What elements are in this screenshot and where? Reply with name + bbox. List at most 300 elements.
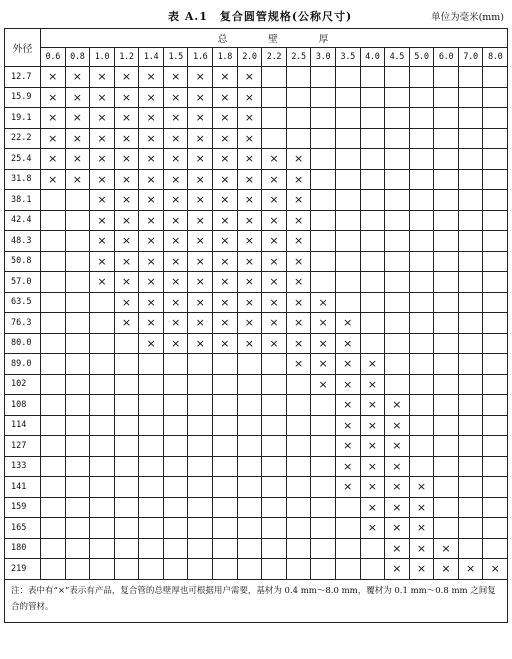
empty-cell [237,518,262,539]
empty-cell [483,518,508,539]
availability-mark: × [237,251,262,272]
table-row [5,436,508,457]
empty-cell [360,210,385,231]
availability-mark: × [90,67,115,88]
empty-cell [385,333,410,354]
empty-cell [286,559,311,580]
outer-diameter-cell: 127 [5,436,41,457]
empty-cell [286,108,311,129]
availability-mark: × [360,518,385,539]
empty-cell [114,436,139,457]
empty-cell [458,538,483,559]
thickness-header: 2.2 [262,48,287,67]
empty-cell [163,354,188,375]
outer-diameter-cell: 12.7 [5,67,41,88]
outer-diameter-cell: 19.1 [5,108,41,129]
empty-cell [434,128,459,149]
availability-mark: × [41,108,66,129]
empty-cell [90,559,115,580]
empty-cell [311,67,336,88]
empty-cell [286,395,311,416]
empty-cell [483,395,508,416]
availability-mark: × [213,313,238,334]
outer-diameter-cell: 89.0 [5,354,41,375]
availability-mark: × [163,333,188,354]
empty-cell [213,518,238,539]
empty-cell [434,292,459,313]
empty-cell [213,374,238,395]
empty-cell [262,518,287,539]
availability-mark: × [188,313,213,334]
empty-cell [434,354,459,375]
empty-cell [41,231,66,252]
empty-cell [188,374,213,395]
availability-mark: × [385,456,410,477]
table-row [5,272,508,293]
empty-cell [237,559,262,580]
empty-cell [483,415,508,436]
empty-cell [41,354,66,375]
empty-cell [483,128,508,149]
empty-cell [139,559,164,580]
empty-cell [409,313,434,334]
empty-cell [286,374,311,395]
availability-mark: × [237,108,262,129]
empty-cell [434,231,459,252]
empty-cell [385,87,410,108]
empty-cell [434,436,459,457]
empty-cell [65,313,90,334]
empty-cell [114,374,139,395]
empty-cell [385,354,410,375]
empty-cell [409,128,434,149]
empty-cell [65,190,90,211]
empty-cell [114,559,139,580]
empty-cell [90,436,115,457]
availability-mark: × [65,67,90,88]
availability-mark: × [139,169,164,190]
empty-cell [434,456,459,477]
empty-cell [360,128,385,149]
table-row [5,477,508,498]
empty-cell [311,251,336,272]
availability-mark: × [139,313,164,334]
empty-cell [286,518,311,539]
empty-cell [335,497,360,518]
empty-cell [311,149,336,170]
availability-mark: × [114,67,139,88]
table-row [5,231,508,252]
empty-cell [139,456,164,477]
availability-mark: × [385,477,410,498]
empty-cell [458,231,483,252]
empty-cell [434,415,459,436]
empty-cell [41,292,66,313]
availability-mark: × [90,272,115,293]
thickness-header: 0.6 [41,48,66,67]
availability-mark: × [237,67,262,88]
availability-mark: × [188,292,213,313]
availability-mark: × [188,149,213,170]
empty-cell [90,415,115,436]
empty-cell [385,169,410,190]
availability-mark: × [286,292,311,313]
empty-cell [114,518,139,539]
header-outer-diameter: 外径 [5,29,41,67]
empty-cell [286,67,311,88]
empty-cell [483,456,508,477]
outer-diameter-cell: 133 [5,456,41,477]
empty-cell [114,333,139,354]
availability-mark: × [90,108,115,129]
availability-mark: × [114,108,139,129]
availability-mark: × [163,149,188,170]
empty-cell [434,395,459,416]
empty-cell [65,374,90,395]
availability-mark: × [139,149,164,170]
empty-cell [262,354,287,375]
empty-cell [188,436,213,457]
availability-mark: × [237,149,262,170]
empty-cell [262,436,287,457]
outer-diameter-cell: 180 [5,538,41,559]
outer-diameter-cell: 38.1 [5,190,41,211]
table-caption [0,8,512,26]
empty-cell [409,456,434,477]
availability-mark: × [41,149,66,170]
table-row [5,395,508,416]
availability-mark: × [385,436,410,457]
empty-cell [409,87,434,108]
empty-cell [213,436,238,457]
empty-cell [360,272,385,293]
empty-cell [41,456,66,477]
empty-cell [360,149,385,170]
table-row [5,67,508,88]
empty-cell [286,128,311,149]
availability-mark: × [139,128,164,149]
spec-table [4,28,508,623]
empty-cell [335,190,360,211]
availability-mark: × [434,538,459,559]
thickness-header: 0.8 [65,48,90,67]
empty-cell [458,313,483,334]
availability-mark: × [311,292,336,313]
empty-cell [311,210,336,231]
empty-cell [409,415,434,436]
availability-mark: × [188,190,213,211]
empty-cell [335,538,360,559]
empty-cell [65,456,90,477]
empty-cell [360,333,385,354]
availability-mark: × [188,128,213,149]
thickness-header: 8.0 [483,48,508,67]
availability-mark: × [237,292,262,313]
empty-cell [434,169,459,190]
availability-mark: × [188,231,213,252]
availability-mark: × [262,169,287,190]
empty-cell [458,395,483,416]
thickness-header: 5.0 [409,48,434,67]
empty-cell [163,374,188,395]
empty-cell [458,518,483,539]
empty-cell [163,395,188,416]
empty-cell [90,477,115,498]
availability-mark: × [188,251,213,272]
empty-cell [483,313,508,334]
empty-cell [335,272,360,293]
empty-cell [65,518,90,539]
availability-mark: × [237,169,262,190]
empty-cell [409,251,434,272]
table-row [5,518,508,539]
empty-cell [65,415,90,436]
thickness-header: 7.0 [458,48,483,67]
availability-mark: × [139,333,164,354]
empty-cell [360,538,385,559]
empty-cell [458,149,483,170]
empty-cell [114,415,139,436]
empty-cell [409,190,434,211]
empty-cell [385,313,410,334]
empty-cell [360,231,385,252]
availability-mark: × [139,108,164,129]
empty-cell [41,251,66,272]
availability-mark: × [360,497,385,518]
empty-cell [311,456,336,477]
availability-mark: × [311,313,336,334]
empty-cell [262,108,287,129]
empty-cell [434,87,459,108]
empty-cell [458,374,483,395]
availability-mark: × [286,354,311,375]
availability-mark: × [139,190,164,211]
availability-mark: × [90,231,115,252]
empty-cell [262,559,287,580]
availability-mark: × [114,190,139,211]
availability-mark: × [237,87,262,108]
availability-mark: × [385,415,410,436]
availability-mark: × [335,395,360,416]
empty-cell [360,67,385,88]
empty-cell [65,333,90,354]
availability-mark: × [90,87,115,108]
availability-mark: × [213,128,238,149]
empty-cell [114,477,139,498]
empty-cell [385,190,410,211]
availability-mark: × [163,231,188,252]
empty-cell [213,559,238,580]
empty-cell [188,559,213,580]
empty-cell [483,149,508,170]
header-total-thickness: 总 壁 厚 [41,29,508,48]
empty-cell [335,231,360,252]
availability-mark: × [114,272,139,293]
empty-cell [262,538,287,559]
outer-diameter-cell: 102 [5,374,41,395]
availability-mark: × [237,128,262,149]
empty-cell [360,87,385,108]
thickness-header: 3.0 [311,48,336,67]
empty-cell [458,251,483,272]
empty-cell [213,497,238,518]
thickness-header: 1.0 [90,48,115,67]
availability-mark: × [213,292,238,313]
availability-mark: × [237,190,262,211]
availability-mark: × [286,149,311,170]
availability-mark: × [335,354,360,375]
empty-cell [41,272,66,293]
empty-cell [385,272,410,293]
empty-cell [483,272,508,293]
outer-diameter-cell: 80.0 [5,333,41,354]
empty-cell [65,559,90,580]
empty-cell [286,456,311,477]
empty-cell [65,497,90,518]
empty-cell [90,395,115,416]
empty-cell [360,190,385,211]
availability-mark: × [409,559,434,580]
availability-mark: × [163,108,188,129]
empty-cell [335,169,360,190]
availability-mark: × [163,251,188,272]
availability-mark: × [385,559,410,580]
availability-mark: × [163,272,188,293]
empty-cell [213,354,238,375]
outer-diameter-cell: 25.4 [5,149,41,170]
empty-cell [139,395,164,416]
empty-cell [139,497,164,518]
availability-mark: × [90,169,115,190]
availability-mark: × [409,477,434,498]
empty-cell [41,333,66,354]
availability-mark: × [237,313,262,334]
empty-cell [483,354,508,375]
empty-cell [385,231,410,252]
empty-cell [65,538,90,559]
empty-cell [483,210,508,231]
empty-cell [434,497,459,518]
empty-cell [286,415,311,436]
empty-cell [188,354,213,375]
empty-cell [237,538,262,559]
empty-cell [335,518,360,539]
table-row [5,251,508,272]
empty-cell [360,559,385,580]
thickness-header: 1.5 [163,48,188,67]
availability-mark: × [286,190,311,211]
availability-mark: × [262,190,287,211]
empty-cell [163,518,188,539]
empty-cell [139,374,164,395]
outer-diameter-cell: 159 [5,497,41,518]
availability-mark: × [409,497,434,518]
empty-cell [311,87,336,108]
empty-cell [458,87,483,108]
outer-diameter-cell: 31.8 [5,169,41,190]
empty-cell [385,149,410,170]
empty-cell [163,538,188,559]
empty-cell [409,149,434,170]
availability-mark: × [188,169,213,190]
thickness-header: 2.0 [237,48,262,67]
availability-mark: × [90,251,115,272]
outer-diameter-cell: 48.3 [5,231,41,252]
empty-cell [139,415,164,436]
empty-cell [409,292,434,313]
empty-cell [483,538,508,559]
empty-cell [237,415,262,436]
empty-cell [385,210,410,231]
thickness-header-row [5,48,508,67]
empty-cell [335,292,360,313]
empty-cell [41,559,66,580]
availability-mark: × [139,251,164,272]
availability-mark: × [114,87,139,108]
table-row [5,415,508,436]
empty-cell [483,67,508,88]
availability-mark: × [286,333,311,354]
availability-mark: × [213,333,238,354]
availability-mark: × [188,333,213,354]
table-row [5,354,508,375]
table-title: 表 A.1 复合圆管规格(公称尺寸) [168,10,353,23]
empty-cell [41,313,66,334]
empty-cell [65,251,90,272]
availability-mark: × [90,210,115,231]
empty-cell [458,210,483,231]
empty-cell [90,374,115,395]
availability-mark: × [237,272,262,293]
availability-mark: × [385,497,410,518]
availability-mark: × [213,67,238,88]
availability-mark: × [90,149,115,170]
empty-cell [483,251,508,272]
availability-mark: × [213,149,238,170]
empty-cell [41,395,66,416]
empty-cell [262,395,287,416]
availability-mark: × [335,333,360,354]
empty-cell [163,497,188,518]
availability-mark: × [114,149,139,170]
empty-cell [237,477,262,498]
table-row [5,538,508,559]
empty-cell [335,67,360,88]
empty-cell [311,538,336,559]
empty-cell [237,395,262,416]
empty-cell [483,333,508,354]
empty-cell [458,497,483,518]
empty-cell [213,477,238,498]
empty-cell [262,477,287,498]
empty-cell [434,272,459,293]
empty-cell [237,374,262,395]
empty-cell [434,108,459,129]
empty-cell [335,108,360,129]
availability-mark: × [114,128,139,149]
empty-cell [90,456,115,477]
availability-mark: × [65,108,90,129]
empty-cell [409,436,434,457]
empty-cell [262,128,287,149]
availability-mark: × [335,436,360,457]
empty-cell [409,210,434,231]
availability-mark: × [360,456,385,477]
empty-cell [409,231,434,252]
availability-mark: × [114,210,139,231]
availability-mark: × [65,87,90,108]
table-row [5,149,508,170]
